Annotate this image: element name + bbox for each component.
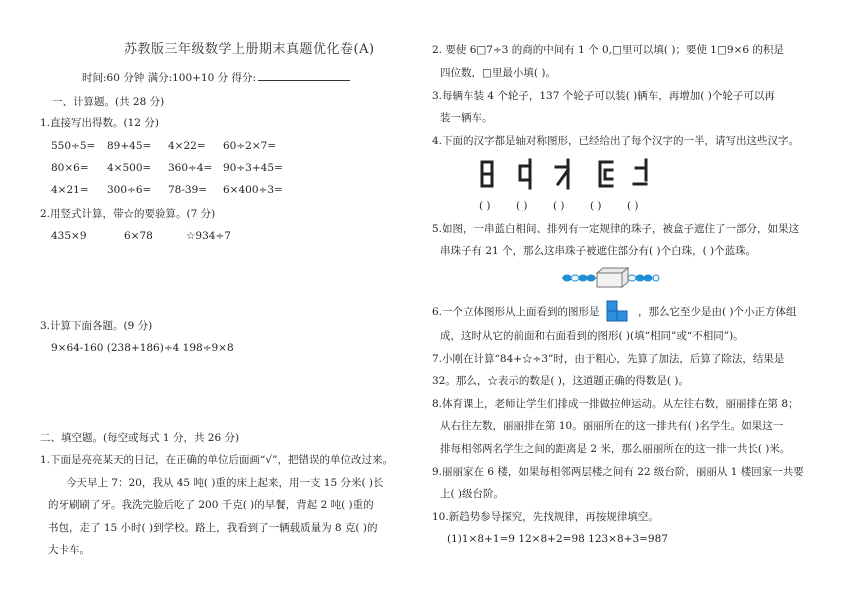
covering-box	[597, 268, 628, 287]
q-right-line: (1)1×8+1=9 12×8+2=98 123×8+3=987	[447, 533, 668, 545]
fill-1-line: 大卡车。	[48, 544, 90, 556]
q-right-line: 9.丽丽家在 6 楼，如果每相邻两层楼之间有 22 级台阶，丽丽从 1 楼回家一共要	[432, 466, 804, 478]
fill-1-line: 书包，走了 15 小时( )到学校。路上，我看到了一辆载质量为 8 克( )的	[48, 522, 378, 534]
q1-cell: 80×6=	[51, 162, 89, 174]
bead-blue	[587, 275, 595, 281]
bead-white	[571, 275, 579, 281]
q1-cell: 6×400÷3=	[223, 184, 283, 196]
fill-1-line: 的牙刷刷了牙。我洗完脸后吃了 200 千克( )的早餐，背起 2 吨( )重的	[48, 499, 374, 511]
q2-item: ☆934÷7	[186, 230, 231, 242]
q2-label: 2.用竖式计算，带☆的要验算。(7 分)	[40, 208, 216, 220]
char-answer-blank[interactable]: ( )	[479, 200, 491, 212]
q-right-line: ，那么它至少是由( )个小正方体组	[638, 306, 797, 318]
q1-cell: 60÷2×7=	[223, 140, 277, 152]
bead-blue	[579, 275, 587, 281]
score-blank[interactable]	[258, 70, 350, 81]
exam-meta-text: 时间:60 分钟 满分:100+10 分 得分:	[82, 72, 257, 84]
q-right-line: 串珠子有 21 个，那么这串珠子被遮住部分有( )个白珠，( )个蓝珠。	[440, 245, 757, 257]
q-right-line: 上( )级台阶。	[440, 488, 505, 500]
q1-cell: 4×500=	[107, 162, 152, 174]
char-answer-blank[interactable]: ( )	[516, 200, 528, 212]
bead-blue	[563, 275, 571, 281]
q2-item: 435×9	[51, 230, 87, 242]
q-right-line: 装一辆车。	[440, 112, 493, 124]
bead-blue	[644, 275, 652, 281]
q-right-line: 4.下面的汉字都是轴对称图形，已经给出了每个汉字的一半，请写出这些汉字。	[432, 135, 800, 147]
q-right-line: 2. 要使 6□7÷3 的商的中间有 1 个 0,□里可以填( )；要使 1□9×6 的积是	[432, 44, 784, 56]
fill-1-line: 1.下面是亮亮某天的日记，在正确的单位后面画“√”，把错误的单位改过来。	[40, 454, 393, 466]
q-right-line: 6.一个立体图形从上面看到的图形是	[432, 306, 600, 318]
bead-string-figure	[560, 265, 660, 289]
q1-cell: 550÷5=	[51, 140, 96, 152]
section-2-heading: 二、填空题。(每空或每式 1 分，共 26 分)	[40, 432, 240, 444]
q-right-line: 32。那么，☆表示的数是( )，这道题正确的得数是( )。	[432, 375, 689, 387]
q1-cell: 90÷3+45=	[223, 162, 283, 174]
q-right-line: 成，这时从它的前面和右面看到的图形( )(填“相同”或“不相同”)。	[440, 330, 744, 342]
half-char-1	[482, 162, 492, 186]
char-answer-blank[interactable]: ( )	[627, 200, 639, 212]
q-right-line: 四位数，□里最小填( )。	[440, 67, 556, 79]
half-char-3	[556, 160, 568, 188]
q1-cell: 89+45=	[107, 140, 152, 152]
q1-cell: 300÷6=	[107, 184, 152, 196]
q3-items: 9×64-160 (238+186)÷4 198÷9×8	[51, 342, 234, 354]
q1-cell: 4×21=	[51, 184, 89, 196]
char-answer-blank[interactable]: ( )	[590, 200, 602, 212]
q-right-line: 5.如图，一串蓝白相间、排列有一定规律的珠子，被盒子遮住了一部分，如果这	[432, 223, 800, 235]
q3-label: 3.计算下面各题。(9 分)	[40, 320, 153, 332]
q-right-line: 排每相邻两名学生之间的距离是 2 米，那么丽丽所在的这一排一共长( )米。	[440, 443, 791, 455]
q1-label: 1.直接写出得数。(12 分)	[40, 117, 159, 129]
exam-meta	[82, 70, 350, 85]
page-title: 苏教版三年级数学上册期末真题优化卷(A)	[124, 42, 375, 57]
bead-white	[653, 275, 659, 281]
bead-blue	[636, 275, 644, 281]
q1-cell: 360÷4=	[168, 162, 213, 174]
q2-item: 6×78	[124, 230, 153, 242]
q-right-line: 7.小刚在计算“84+☆÷3”时，由于粗心，先算了加法，后算了除法，结果是	[432, 353, 785, 365]
section-1-heading: 一、计算题。(共 28 分)	[52, 96, 165, 108]
half-char-2	[520, 160, 530, 188]
q-right-line: 3.每辆车装 4 个轮子，137 个轮子可以装( )辆车，再增加( )个轮子可以再	[432, 90, 775, 102]
q-right-line: 8.体育课上，老师让学生们排成一排做拉伸运动。从左往右数，丽丽排在第 8；	[432, 398, 799, 410]
q1-cell: 4×22=	[168, 140, 206, 152]
bead-white	[628, 275, 636, 281]
char-answer-blank[interactable]: ( )	[553, 200, 565, 212]
q1-cell: 78-39=	[168, 184, 208, 196]
half-char-4	[600, 162, 612, 186]
q-right-line: 10.新趋势参导探究，先找规律，再按规律填空。	[432, 511, 659, 523]
top-view-figure	[606, 300, 632, 322]
half-characters-figure	[478, 158, 668, 190]
fill-1-line: 今天早上 7：20，我从 45 吨( )重的床上起来，用一支 15 分米( )长	[66, 477, 384, 489]
q-right-line: 从右往左数，丽丽排在第 10。丽丽所在的这一排共有( )名学生。如果这一	[440, 420, 784, 432]
half-char-5	[634, 160, 646, 184]
